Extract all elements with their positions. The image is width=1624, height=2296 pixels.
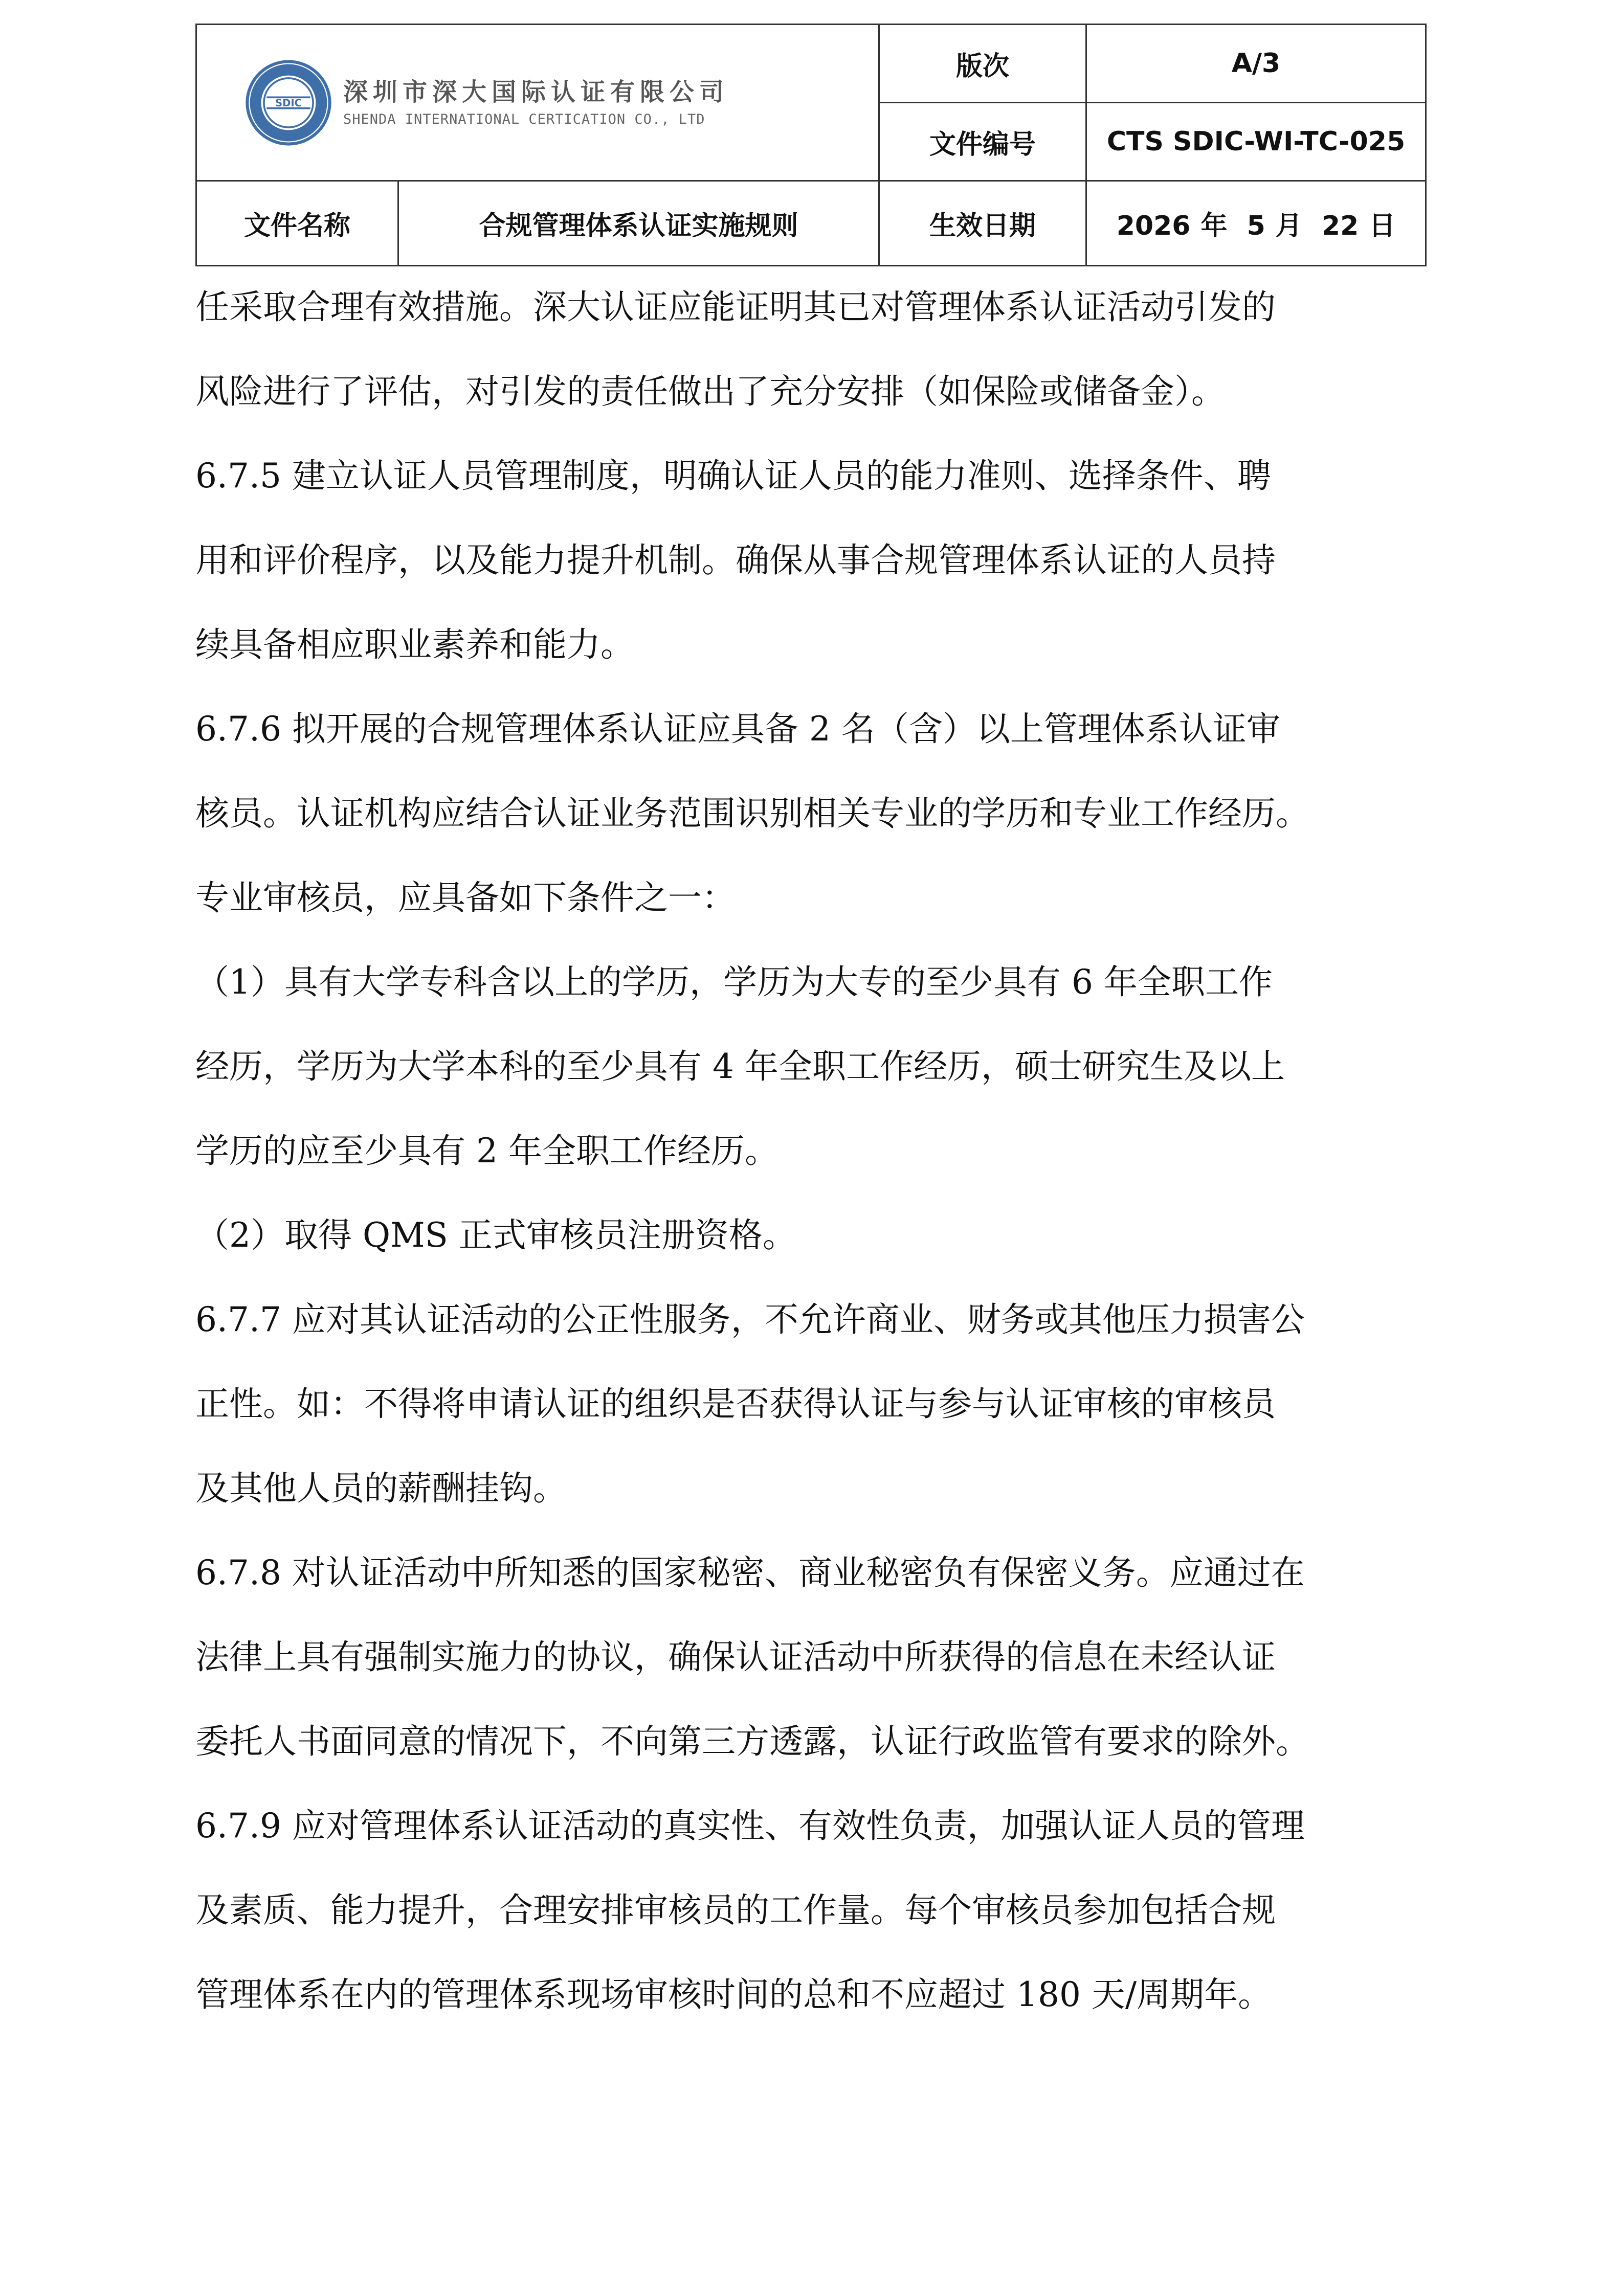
company-logo-cell: [196, 25, 879, 181]
body-line: 及素质、能力提升，合理安排审核员的工作量。每个审核员参加包括合规: [195, 1890, 1276, 1930]
body-line: 法律上具有强制实施力的协议，确保认证活动中所获得的信息在未经认证: [195, 1637, 1276, 1677]
doc-number-value: CTS SDIC-WI-TC-025: [1086, 103, 1426, 181]
body-line: 6.7.7 应对其认证活动的公正性服务，不允许商业、财务或其他压力损害公: [195, 1300, 1305, 1339]
document-body: [195, 265, 1443, 2037]
body-line: 专业审核员，应具备如下条件之一：: [195, 878, 736, 917]
body-line: 委托人书面同意的情况下，不向第三方透露，认证行政监管有要求的除外。: [195, 1722, 1309, 1761]
body-line: 用和评价程序，以及能力提升机制。确保从事合规管理体系认证的人员持: [195, 541, 1276, 580]
seal-mark-text: SDIC: [275, 97, 302, 109]
doc-number-label: 文件编号: [879, 103, 1086, 181]
body-line: 6.7.9 应对管理体系认证活动的真实性、有效性负责，加强认证人员的管理: [195, 1806, 1305, 1845]
body-line: 6.7.6 拟开展的合规管理体系认证应具备 2 名（含）以上管理体系认证审: [195, 709, 1280, 749]
body-line: 学历的应至少具有 2 年全职工作经历。: [195, 1131, 778, 1170]
company-seal-icon: [243, 57, 334, 148]
body-line: 续具备相应职业素养和能力。: [195, 625, 634, 664]
body-line: 6.7.8 对认证活动中所知悉的国家秘密、商业秘密负有保密义务。应通过在: [195, 1553, 1305, 1592]
effective-month-unit: 月: [1275, 211, 1302, 241]
doc-name-label: 文件名称: [196, 181, 398, 266]
document-header-table: [195, 24, 1427, 266]
doc-name-value: 合规管理体系认证实施规则: [398, 181, 879, 266]
body-line: 任采取合理有效措施。深大认证应能证明其已对管理体系认证活动引发的: [195, 287, 1276, 327]
version-label: 版次: [879, 25, 1086, 103]
effective-date-label: 生效日期: [879, 181, 1086, 266]
body-line: 及其他人员的薪酬挂钩。: [195, 1469, 567, 1508]
effective-day-unit: 日: [1369, 211, 1396, 241]
body-line: （2）取得 QMS 正式审核员注册资格。: [195, 1215, 796, 1255]
body-line: 核员。认证机构应结合认证业务范围识别相关专业的学历和专业工作经历。: [195, 794, 1309, 833]
body-line: 风险进行了评估，对引发的责任做出了充分安排（如保险或储备金）。: [195, 372, 1225, 411]
effective-year: 2026: [1116, 211, 1191, 241]
body-line: （1）具有大学专科含以上的学历，学历为大专的至少具有 6 年全职工作: [195, 962, 1273, 1002]
effective-day: 22: [1321, 211, 1359, 241]
body-line: 正性。如：不得将申请认证的组织是否获得认证与参与认证审核的审核员: [195, 1384, 1276, 1424]
body-line: 6.7.5 建立认证人员管理制度，明确认证人员的能力准则、选择条件、聘: [195, 456, 1271, 496]
company-name-en: SHENDA INTERNATIONAL CERTICATION CO., LTD: [343, 111, 705, 127]
body-line: 经历，学历为大学本科的至少具有 4 年全职工作经历，硕士研究生及以上: [195, 1047, 1285, 1086]
company-name-cn: 深圳市深大国际认证有限公司: [343, 78, 729, 107]
effective-month: 5: [1247, 211, 1265, 241]
effective-year-unit: 年: [1200, 211, 1228, 241]
version-value: A/3: [1086, 25, 1426, 103]
effective-date-value: [1086, 181, 1426, 266]
body-line: 管理体系在内的管理体系现场审核时间的总和不应超过 180 天/周期年。: [195, 1975, 1272, 2014]
